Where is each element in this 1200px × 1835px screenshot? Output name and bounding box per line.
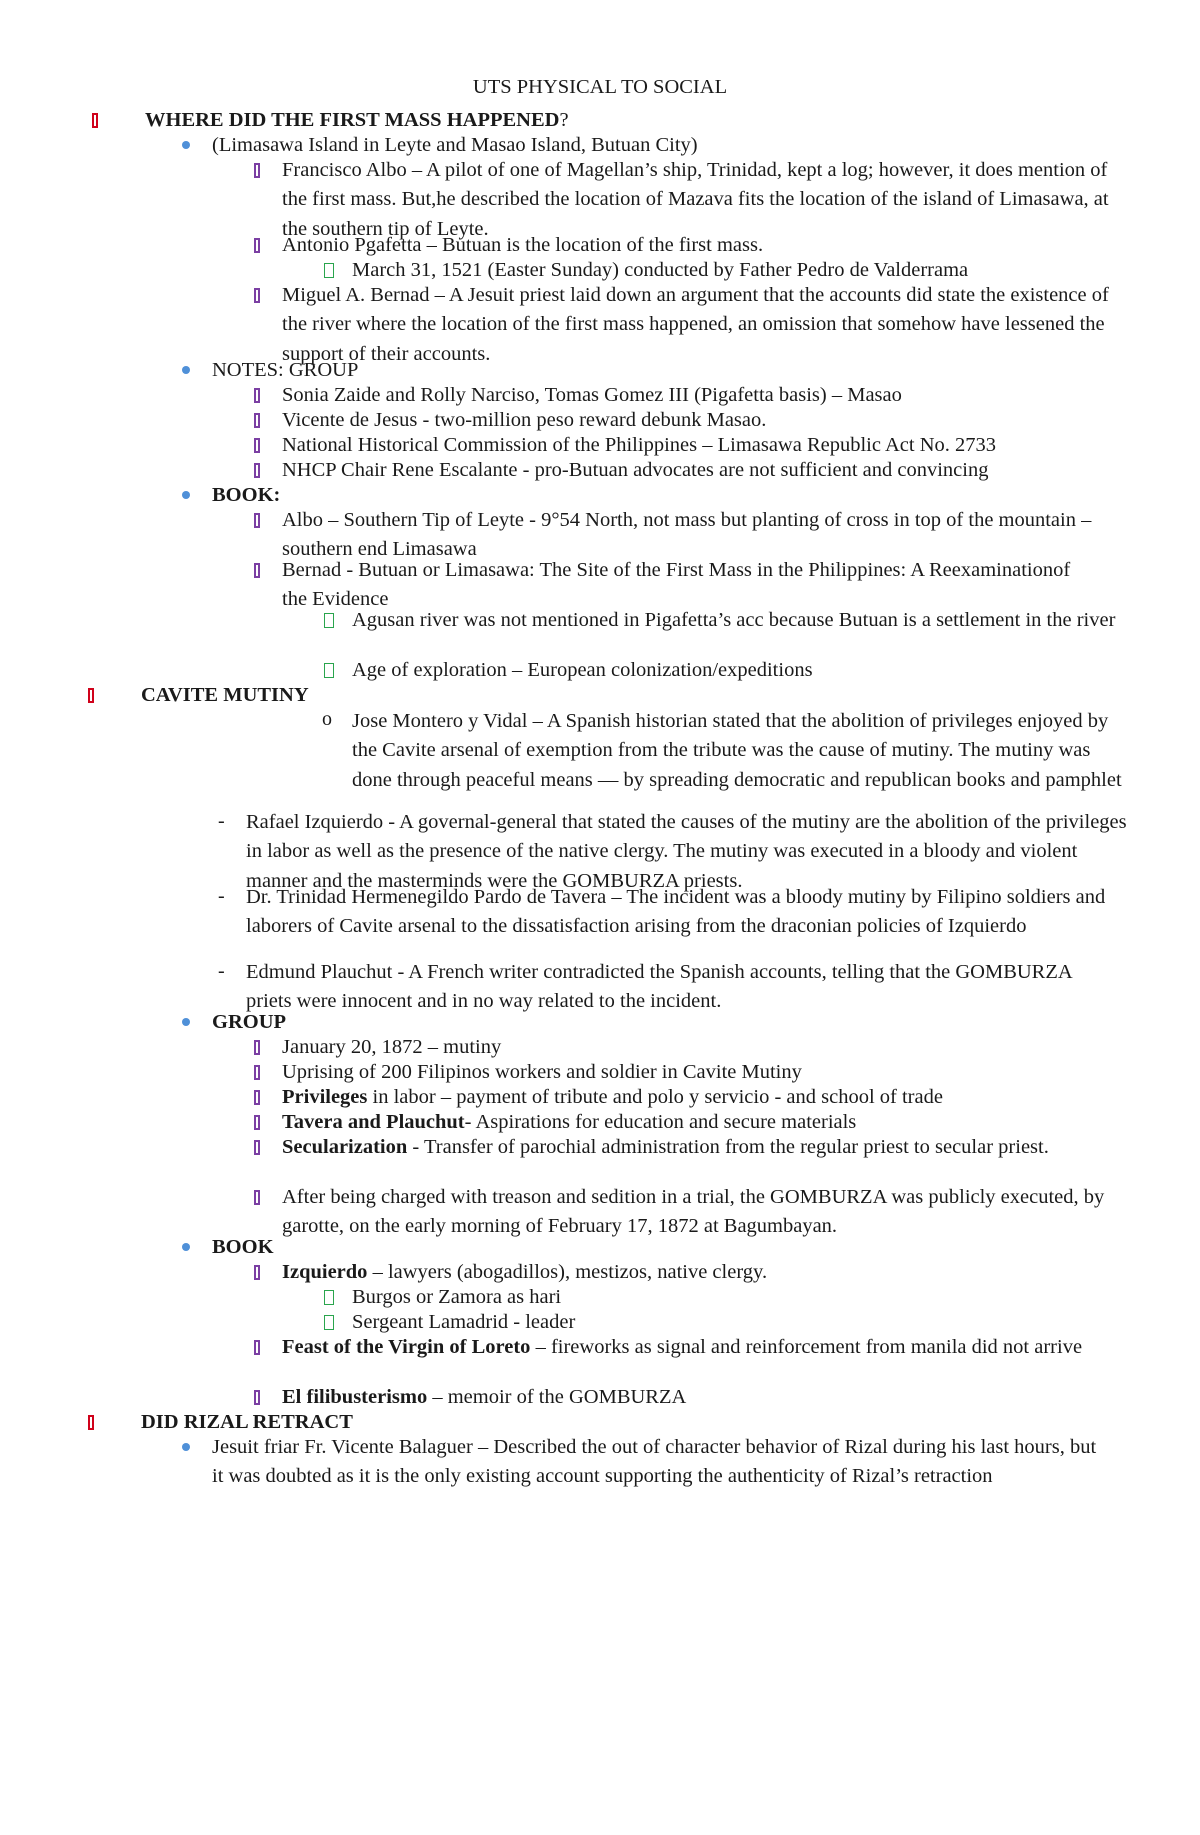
heading-suffix: ? <box>559 109 569 131</box>
note-text: After being charged with treason and sedition in a trial, the GOMBURZA was publicly executed, by garotte, on the early morning of February 17, 1872 at Bagumbayan. <box>282 1186 1105 1238</box>
purple-square-bullet-icon <box>254 163 260 178</box>
section-heading: GROUP <box>212 1011 287 1033</box>
purple-square-bullet-icon <box>254 1140 260 1155</box>
purple-square-bullet-icon <box>254 238 260 253</box>
purple-square-bullet-icon <box>254 1190 260 1205</box>
note-text: – fireworks as signal and reinforcement from manila did not arrive <box>530 1336 1083 1358</box>
green-square-bullet-icon <box>324 263 334 278</box>
note-text: Rafael Izquierdo - A governal-general that stated the causes of the mutiny are the abolition of the privileges in labor as well as the presence of the native clergy. The mutiny was executed in a bloody and violent manner and the masterminds were the GOMBURZA priests. <box>246 811 1127 892</box>
note-line <box>282 1133 1132 1162</box>
note-text: NHCP Chair Rene Escalante - pro-Butuan advocates are not sufficient and convincing <box>282 459 989 481</box>
note-lead-term: Privileges <box>282 1086 368 1108</box>
note-text: Vicente de Jesus - two-million peso reward debunk Masao. <box>282 409 767 431</box>
section-heading: WHERE DID THE FIRST MASS HAPPENED <box>145 109 560 131</box>
note-text: NOTES: GROUP <box>212 359 359 381</box>
note-text: Burgos or Zamora as hari <box>352 1286 562 1308</box>
purple-square-bullet-icon <box>254 1065 260 1080</box>
dash-bullet-icon: - <box>218 960 225 982</box>
note-text: Agusan river was not mentioned in Pigafetta’s acc because Butuan is a settlement in the river <box>352 609 1116 631</box>
dash-bullet-icon: - <box>218 885 225 907</box>
note-lead-term: Tavera and Plauchut <box>282 1111 465 1133</box>
note-line <box>212 1433 1112 1492</box>
note-text: - Aspirations for education and secure materials <box>464 1111 857 1133</box>
note-line <box>322 707 1122 795</box>
note-text: Sonia Zaide and Rolly Narciso, Tomas Gomez III (Pigafetta basis) – Masao <box>282 384 902 406</box>
purple-square-bullet-icon <box>254 413 260 428</box>
note-lead-term: Feast of the Virgin of Loreto <box>282 1336 531 1358</box>
note-text: in labor – payment of tribute and polo y servicio - and school of trade <box>367 1086 943 1108</box>
note-line <box>218 883 1116 942</box>
note-lead-term: Secularization <box>282 1136 408 1158</box>
note-text: – memoir of the GOMBURZA <box>427 1386 687 1408</box>
note-text: Dr. Trinidad Hermenegildo Pardo de Tavera – The incident was a bloody mutiny by Filipino soldiers and laborers of Cavite arsenal to the dissatisfaction arising from the draconian policies of Izquierdo <box>246 886 1106 938</box>
purple-square-bullet-icon <box>254 1040 260 1055</box>
note-text: Age of exploration – European colonization/expeditions <box>352 659 813 681</box>
section-heading: BOOK: <box>212 484 281 506</box>
purple-square-bullet-icon <box>254 288 260 303</box>
section-heading: BOOK <box>212 1236 274 1258</box>
note-text: Bernad - Butuan or Limasawa: The Site of the First Mass in the Philippines: A Reexaminationof the Evidence <box>282 559 1071 611</box>
blue-dot-bullet-icon <box>182 1443 190 1451</box>
purple-square-bullet-icon <box>254 1265 260 1280</box>
circle-bullet-icon: o <box>322 708 332 730</box>
purple-square-bullet-icon <box>254 463 260 478</box>
green-square-bullet-icon <box>324 1290 334 1305</box>
note-text: (Limasawa Island in Leyte and Masao Island, Butuan City) <box>212 134 698 156</box>
note-line <box>352 606 1132 635</box>
blue-dot-bullet-icon <box>182 141 190 149</box>
note-lead-term: El filibusterismo <box>282 1386 428 1408</box>
note-lead-term: Izquierdo <box>282 1261 368 1283</box>
note-text: Edmund Plauchut - A French writer contradicted the Spanish accounts, telling that the GOMBURZA priets were innocent and in no way related to the incident. <box>246 961 1072 1013</box>
section-heading: DID RIZAL RETRACT <box>141 1411 353 1433</box>
purple-square-bullet-icon <box>254 563 260 578</box>
note-text: Jose Montero y Vidal – A Spanish historian stated that the abolition of privileges enjoyed by the Cavite arsenal of exemption from the tribute was the cause of mutiny. The mutiny was done through peaceful means — by spreading democratic and republican books and pamphlet <box>352 710 1122 791</box>
red-square-bullet-icon <box>88 1415 94 1430</box>
note-text: – lawyers (abogadillos), mestizos, native clergy. <box>367 1261 768 1283</box>
blue-dot-bullet-icon <box>182 366 190 374</box>
note-text: National Historical Commission of the Philippines – Limasawa Republic Act No. 2733 <box>282 434 996 456</box>
purple-square-bullet-icon <box>254 388 260 403</box>
note-text: Miguel A. Bernad – A Jesuit priest laid down an argument that the accounts did state the existence of the river where the location of the first mass happened, an omission that somehow have lessened the support of their accounts. <box>282 284 1109 365</box>
note-text: Antonio Pgafetta – Butuan is the location of the first mass. <box>282 234 764 256</box>
note-text: - Transfer of parochial administration from the regular priest to secular priest. <box>407 1136 1049 1158</box>
purple-square-bullet-icon <box>254 438 260 453</box>
note-text: Uprising of 200 Filipinos workers and soldier in Cavite Mutiny <box>282 1061 802 1083</box>
green-square-bullet-icon <box>324 613 334 628</box>
note-line <box>282 1333 1132 1362</box>
purple-square-bullet-icon <box>254 1115 260 1130</box>
purple-square-bullet-icon <box>254 1090 260 1105</box>
note-text: Jesuit friar Fr. Vicente Balaguer – Described the out of character behavior of Rizal during his last hours, but it was doubted as it is the only existing account supporting the authenticity of Rizal’s retraction <box>212 1436 1097 1488</box>
note-text: January 20, 1872 – mutiny <box>282 1036 502 1058</box>
document-title: UTS PHYSICAL TO SOCIAL <box>472 76 728 98</box>
green-square-bullet-icon <box>324 1315 334 1330</box>
purple-square-bullet-icon <box>254 1390 260 1405</box>
note-text: Francisco Albo – A pilot of one of Magellan’s ship, Trinidad, kept a log; however, it does mention of the first mass. But,he described the location of Mazava fits the location of the island of Limasawa, at the southern tip of Leyte. <box>282 159 1109 240</box>
purple-square-bullet-icon <box>254 513 260 528</box>
blue-dot-bullet-icon <box>182 491 190 499</box>
blue-dot-bullet-icon <box>182 1243 190 1251</box>
note-text: Sergeant Lamadrid - leader <box>352 1311 576 1333</box>
red-square-bullet-icon <box>88 688 94 703</box>
note-text: Albo – Southern Tip of Leyte - 9°54 North, not mass but planting of cross in top of the mountain – southern end Limasawa <box>282 509 1092 561</box>
dash-bullet-icon: - <box>218 810 225 832</box>
section-heading: CAVITE MUTINY <box>141 684 309 706</box>
note-line <box>141 681 1141 710</box>
note-text: March 31, 1521 (Easter Sunday) conducted by Father Pedro de Valderrama <box>352 259 969 281</box>
purple-square-bullet-icon <box>254 1340 260 1355</box>
blue-dot-bullet-icon <box>182 1018 190 1026</box>
green-square-bullet-icon <box>324 663 334 678</box>
red-square-bullet-icon <box>92 113 98 128</box>
